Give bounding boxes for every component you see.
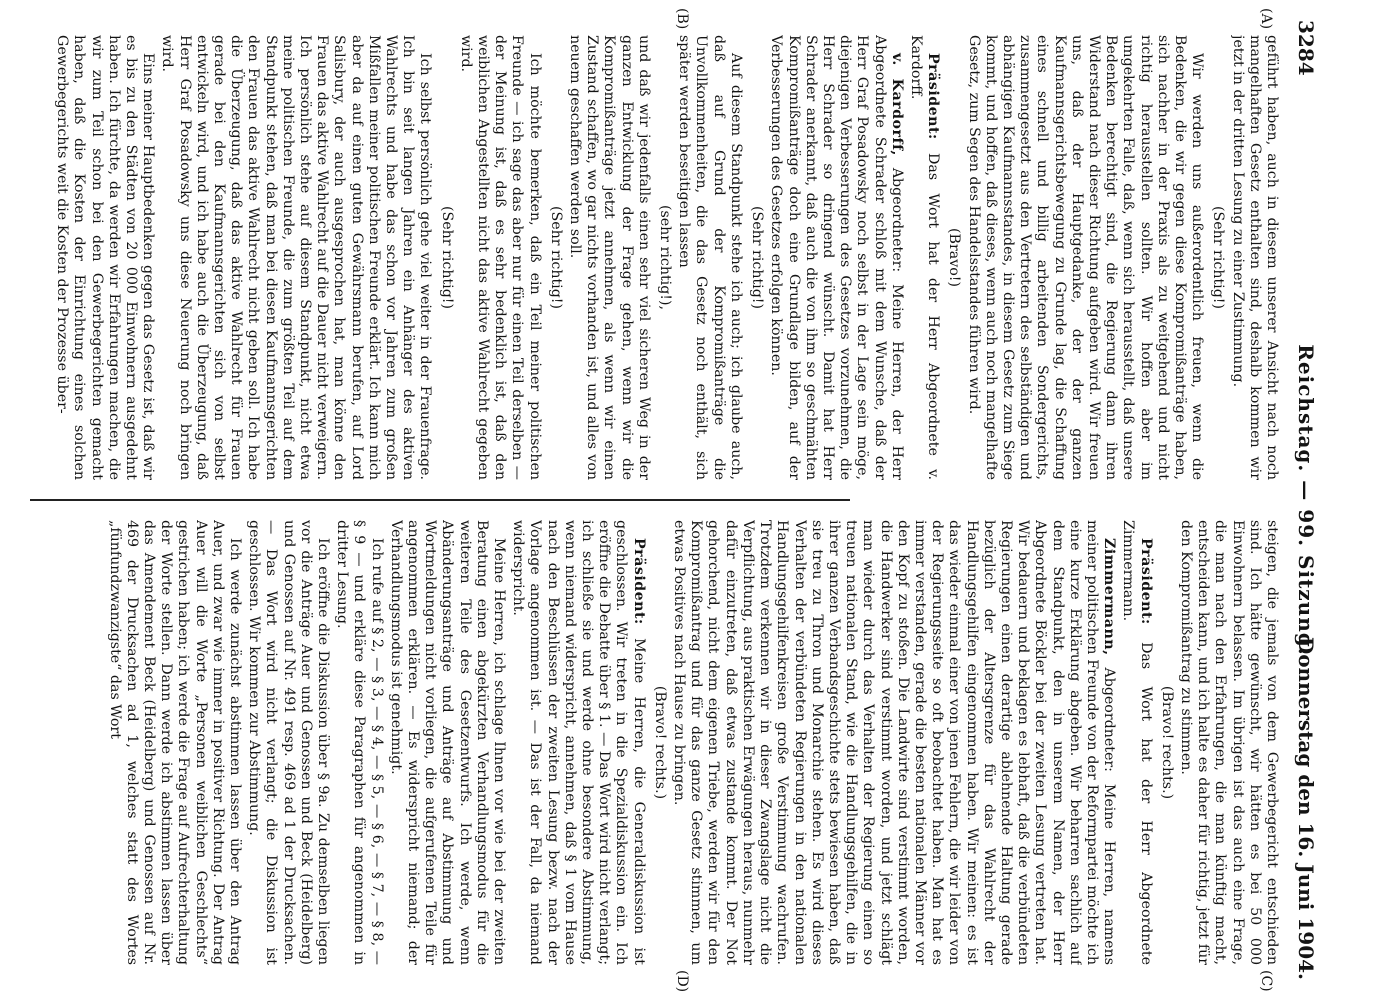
- paragraph: Eins meiner Hauptbedenken gegen das Gesetz ist, daß wir es bis zu den Städten von 20 000 Einwohnern ausgedehnt haben. Ich fürchte, da werden wir Erfahrungen machen, die wir zum Teil schon bei den Gewerbegerichten gemacht haben, daß die Kosten der Einrichtung eines solchen Gewerbegerichts weit die Kosten der Prozesse über-: [54, 35, 157, 480]
- speech-text: Meine Herren, die Generaldiskussion ist geschlossen. Wir treten in die Spezialdiskussion ein. Ich eröffne die Debatte über § 1. — Das Wort wird nicht verlangt; ich schließe sie und werde ohne besondere Abstimmung, wenn niemand widerspricht, annehmen, daß § 1 vom Hause nach den Beschlüssen der zweiten Lesung bezw. nach der Vorlage angenommen ist. — Das ist der Fall, da niemand widerspricht.: [510, 520, 647, 965]
- paragraph: Ich werde zunächst abstimmen lassen über den Antrag Auer, und zwar wie immer in positiver Richtung. Der Antrag Auer will die Worte „Personen weiblichen Geschlechts“ gestrichen haben; ich werde die Frage auf Aufrechterhaltung der Worte stellen. Dann werde ich abstimmen lassen über das Amendement Beck (Heidelberg) und Genossen auf Nr. 469 der Drucksachen ad 1, welches statt des Wortes „fünfundzwanzigste“ das Wort: [106, 520, 244, 965]
- speaker-name: v. Kardorff,: [888, 53, 905, 156]
- speech-paragraph: [767, 35, 905, 480]
- speech-text: Das Wort hat der Herr Abgeordnete v. Kardorff.: [907, 35, 942, 480]
- speech-paragraph: [509, 520, 647, 965]
- paragraph: Meine Herren, ich schlage Ihnen vor wie bei der zweiten Beratung einen abgekürzten Verhandlungsmodus für die weiteren Teile des Gesetzentwurfs. Ich werde, wenn Abänderungsanträge und Anträge auf Abstimmung und Wortmeldungen nicht vorliegen, die aufgerufenen Teile für angenommen erklären. — Es widerspricht niemand; der Verhandlungsmodus ist genehmigt.: [387, 520, 508, 965]
- interjection: (Bravo!): [946, 228, 963, 287]
- speaker-name: Zimmermann,: [1101, 538, 1118, 656]
- interjection: (Sehr richtig!): [1210, 205, 1227, 310]
- speech-paragraph: [670, 520, 1117, 965]
- speech-text: Das Wort hat der Herr Abgeordnete Zimmermann.: [1120, 520, 1154, 965]
- speaker-name: Präsident:: [1137, 538, 1154, 625]
- column-divider: [30, 499, 850, 501]
- speech-text: Abgeordneter: Meine Herren, namens meiner politischen Freunde von der Reformpartei möchte ich eine kurze Erklärung abgeben. Wir beharren sachlich auf dem Standpunkt, den in unserem Namen, der Herr Abgeordnete Böckler bei der zweiten Lesung vertreten hat. Wir bedauern und beklagen es lebhaft, daß die verbündeten Regierungen einen derartige ablehnende Haltung gerade bezüglich der Altersgrenze für das Wahlrecht der Handlungsgehilfen eingenommen haben. Wir meinen: es ist das wieder einmal einer von jenen Fehlern, die wir leider von der Regierungsseite so oft beobachtet haben. Man hat es immer verstanden, gerade die besten nationalen Männer vor den Kopf zu stoßen. Die Landwirte sind verstimmt worden, die Handwerker sind verstimmt worden, und jetzt schlägt man wieder durch das Verhalten der Regierung einen so treuen nationalen Stand, wie die Handlungsgehilfen, die in ihrer ganzen Verbandsgeschichte stets bewiesen haben, daß sie treu zu Thron und Monarchie stehen. Es wird dieses Verhalten der verbündeten Regierungen in den nationalen Handlungsgehilfenkreisen große Verstimmung wachrufen. Trotzdem verkennen wir in dieser Zwangslage nicht die Verpflichtung, aus praktischen Erwägungen heraus, nunmehr dafür einzutreten, daß etwas zustande kommt. Der Not gehorchend, nicht dem eigenen Triebe, werden wir für den Kompromißantrag und für das ganze Gesetz stimmen, um etwas Positives nach Hause zu bringen.: [671, 520, 1118, 965]
- margin-mark-b: (B): [674, 8, 690, 30]
- interjection: (Sehr richtig!): [438, 205, 455, 310]
- margin-mark-c: (C): [1258, 970, 1274, 992]
- speech-text: Abgeordneter: Meine Herren, der Herr Abgeordnete Schrader schloß mit dem Wunsche, daß der Herr Graf Posadowsky noch selbst in der Lage sein möge, diejenigen Verbesserungen des Gesetzes vorzunehmen, die Herr Schrader so dringend wünscht. Damit hat Herr Schrader anerkannt, daß auch die von ihm so geschmähten Kompromißanträge doch eine Grundlage bilden, auf der Verbesserungen des Gesetzes erfolgen können.: [768, 35, 905, 480]
- page-number: 3284: [1294, 20, 1318, 76]
- margin-mark-d: (D): [674, 970, 690, 993]
- page-title: Reichstag. — 99. Sitzung.: [1294, 344, 1318, 656]
- paragraph: und daß wir jedenfalls einen sehr viel sicheren Weg in der ganzen Entwicklung der Frage gehen, wenn wir die Kompromißanträge jetzt annehmen, als wenn wir einen Zustand schaffen, wo gar nichts vorhanden ist, und alles von neuem geschaffen werden soll.: [567, 35, 652, 480]
- margin-mark-a: (A): [1258, 8, 1274, 30]
- speech-paragraph: [1119, 520, 1153, 965]
- paragraph: Ich möchte bemerken, daß ein Teil meiner politischen Freunde — ich sage das aber nur für einen Teil derselben — der Meinung ist, daß es sehr bedenklich ist, daß den weiblichen Angestellten nicht das aktive Wahlrecht gegeben wird.: [457, 35, 543, 480]
- paragraph: Ich selbst persönlich gehe viel weiter in der Frauenfrage. Ich bin seit langen Jahren ein Anhänger des aktiven Wahlrechts und habe das schon vor Jahren zum großen Mißfallen meiner politischen Freunde erklärt. Ich kann mich aber da auf einen guten Gewährsmann berufen, auf Lord Salisbury, der auch ausgesprochen hat, man könne den Frauen das aktive Wahlrecht auf die Dauer nicht verweigern. Ich persönlich stehe auf diesem Standpunkt, nicht etwa meine politischen Freunde, die zum größten Teil auf dem Standpunkt stehen, daß man bei diesen Kaufmannsgerichten den Frauen das aktive Wahlrecht nicht geben soll. Ich habe die Überzeugung, daß das aktive Wahlrecht für Frauen gerade bei den Kaufmannsgerichten sich von selbst entwickeln wird, und ich habe auch die Überzeugung, daß Herr Graf Posadowsky uns diese Neuerung noch bringen wird.: [159, 35, 434, 480]
- session-date: Donnerstag den 16. Juni 1904.: [1294, 636, 1318, 980]
- interjection: (sehr richtig!),: [657, 204, 674, 311]
- interjection: (Bravo! rechts.): [1158, 685, 1175, 800]
- speech-paragraph: [907, 35, 941, 480]
- paragraph: Auf diesem Standpunkt stehe ich auch; ich glaube auch, daß auf Grund der Kompromißanträge die Unvollkommenheiten, die das Gesetz noch enthält, sich später werden beseitigen lassen: [676, 35, 744, 480]
- paragraph: Ich eröffne die Diskussion über § 9a. Zu demselben liegen vor die Anträge Auer und Genossen und Beck (Heidelberg) und Genossen auf Nr. 491 resp. 469 ad 1 der Drucksachen. — Das Wort wird nicht verlangt; die Diskussion ist geschlossen. Wir kommen zur Abstimmung.: [246, 520, 332, 965]
- left-column: [10, 35, 1280, 480]
- interjection: (Sehr richtig!): [749, 205, 766, 310]
- speaker-name: Präsident:: [925, 53, 942, 140]
- paragraph: Wir werden uns außerordentlich freuen, wenn die Bedenken, die wir gegen diese Kompromißanträge haben, sich nachher in der Praxis als zu weitgehend und nicht richtig herausstellen sollten. Wir hoffen aber im umgekehrten Falle, daß, wenn sich herausstellt, daß unsere Bedenken berechtigt sind, die Regierung dann ihren Widerstand nach dieser Richtung aufgeben wird. Wir freuen uns, daß der Hauptgedanke, der der ganzen Kaufmannsgerichtsbewegung zu Grunde lag, die Schaffung eines schnell und billig arbeitenden Sondergerichts, zusammengesetzt aus den Vertretern des selbständigen und abhängigen Kaufmannsstandes, in diesem Gesetz zum Siege kommt, und hoffen, daß dieses, wenn auch noch mangelhafte Gesetz, zum Segen des Handelsstandes führen wird.: [965, 35, 1206, 480]
- interjection: (Bravo! rechts.): [651, 685, 668, 800]
- right-column: [10, 520, 1280, 965]
- paragraph: steigen, die jemals von dem Gewerbegericht entschieden sind. Ich hätte gewünscht, wir hätten es bei 50 000 Einwohnern belassen. Im übrigen ist das auch eine Frage, die man nach den Erfahrungen, die man künftig macht, entscheiden kann, und ich halte es daher für richtig, jetzt für den Kompromißantrag zu stimmen.: [1177, 520, 1280, 965]
- paragraph: geführt haben, auch in diesem unserer Ansicht nach noch mangelhaften Gesetz enthalten sind, deshalb kommen wir jetzt in der dritten Lesung zu einer Zustimmung.: [1229, 35, 1280, 480]
- speaker-name: Präsident:: [630, 538, 647, 625]
- page-header: [1288, 20, 1318, 980]
- interjection: (Sehr richtig!): [547, 205, 564, 310]
- paragraph: Ich rufe auf § 2, — § 3, — § 4, — § 5, — § 6, — § 7, — § 8, — § 9 — und erkläre diese Paragraphen für angenommen in dritter Lesung.: [334, 520, 385, 965]
